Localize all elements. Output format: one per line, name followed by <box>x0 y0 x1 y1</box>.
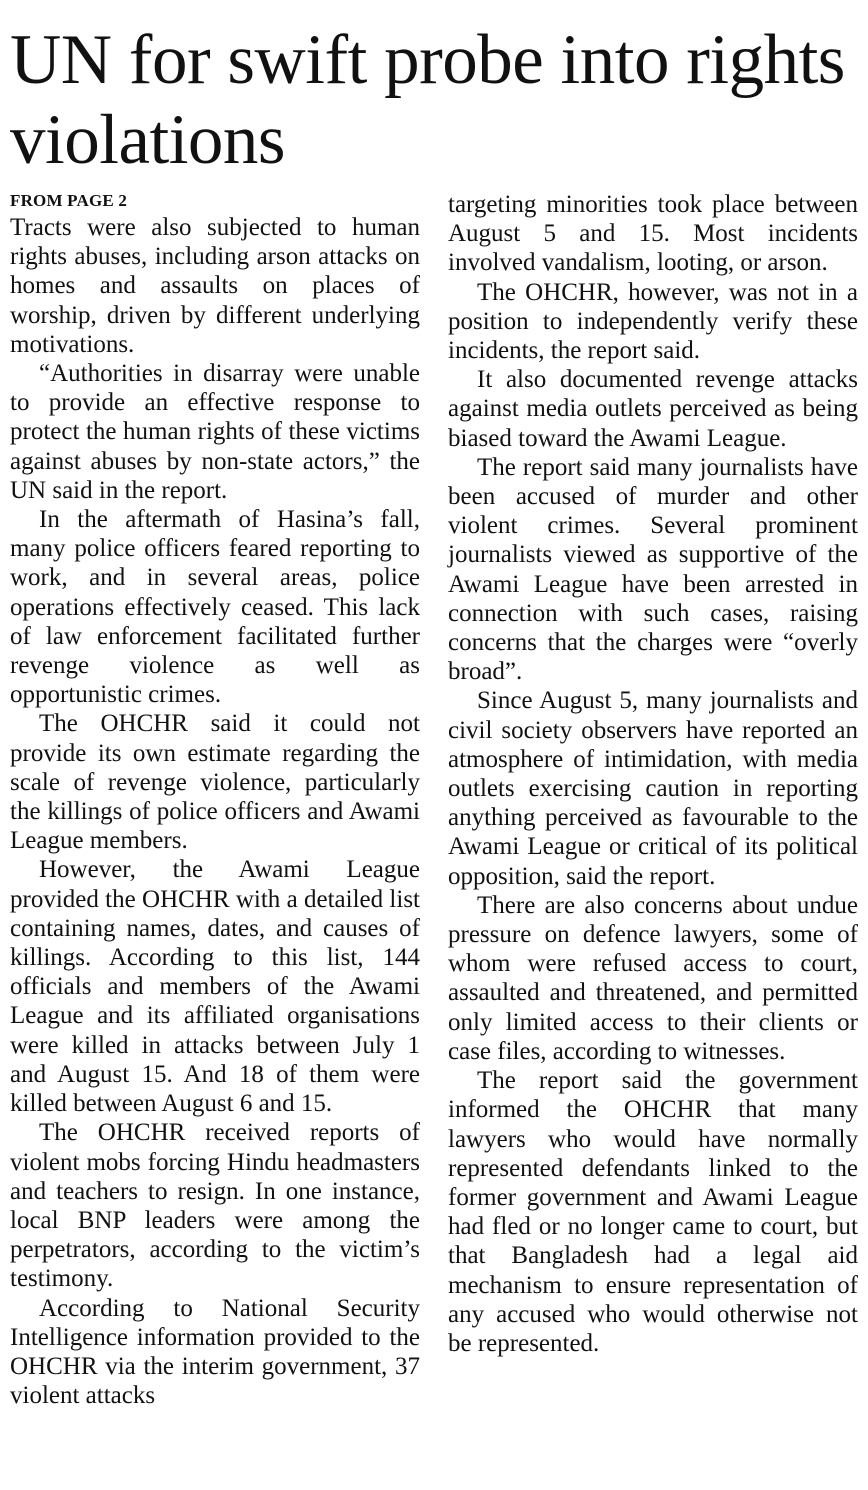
article-column-right <box>448 190 858 1358</box>
paragraph: The OHCHR, however, was not in a position to independently verify these incidents, the report said. <box>448 278 858 365</box>
paragraph: The report said the government informed the OHCHR that many lawyers who would have normally represented defendants linked to the former government and Awami League had fled or no longer came to court, but that Bangladesh had a legal aid mechanism to ensure representation of any accused who would otherwise not be represented. <box>448 1067 858 1357</box>
paragraph: The OHCHR received reports of violent mobs forcing Hindu headmasters and teachers to resign. In one instance, local BNP leaders were among the perpetrators, according to the victim’s testimony. <box>10 1119 420 1293</box>
paragraph: In the aftermath of Hasina’s fall, many police officers feared reporting to work, and in several areas, police operations effectively ceased. This lack of law enforcement facilitated further revenge violence as well as opportunistic crimes. <box>10 506 420 709</box>
paragraph: The report said many journalists have been accused of murder and other violent crimes. Several prominent journalists viewed as supportive of the Awami League have been arrested in connection with such cases, raising concerns that the charges were “overly broad”. <box>448 453 858 686</box>
paragraph: Tracts were also subjected to human rights abuses, including arson attacks on homes and assaults on places of worship, driven by different underlying motivations. <box>10 214 420 358</box>
paragraph: The OHCHR said it could not provide its own estimate regarding the scale of revenge violence, particularly the killings of police officers and Awami League members. <box>10 710 420 855</box>
paragraph: According to National Security Intelligence information provided to the OHCHR via the interim government, 37 violent attacks <box>10 1294 420 1410</box>
kicker: FROM PAGE 2 <box>10 191 128 210</box>
paragraph: However, the Awami League provided the OHCHR with a detailed list containing names, dates, and causes of killings. According to this list, 144 officials and members of the Awami League and its affiliated organisations were killed in attacks between July 1 and August 15. And 18 of them were killed between August 6 and 15. <box>10 856 420 1118</box>
article-column-left <box>10 188 420 1410</box>
paragraph: There are also concerns about undue pressure on defence lawyers, some of whom were refused access to court, assaulted and threatened, and permitted only limited access to their clients or case files, according to witnesses. <box>448 891 858 1065</box>
headline: UN for swift probe into rights violations <box>10 21 845 179</box>
paragraph: targeting minorities took place between August 5 and 15. Most incidents involved vandalism, looting, or arson. <box>448 191 858 277</box>
paragraph: It also documented revenge attacks against media outlets perceived as being biased toward the Awami League. <box>448 366 858 452</box>
paragraph: “Authorities in disarray were unable to provide an effective response to protect the human rights of these victims against abuses by non-state actors,” the UN said in the report. <box>10 360 420 504</box>
paragraph: Since August 5, many journalists and civil society observers have reported an atmosphere of intimidation, with media outlets exercising caution in reporting anything perceived as favourable to the Awami League or critical of its political opposition, said the report. <box>448 687 858 890</box>
